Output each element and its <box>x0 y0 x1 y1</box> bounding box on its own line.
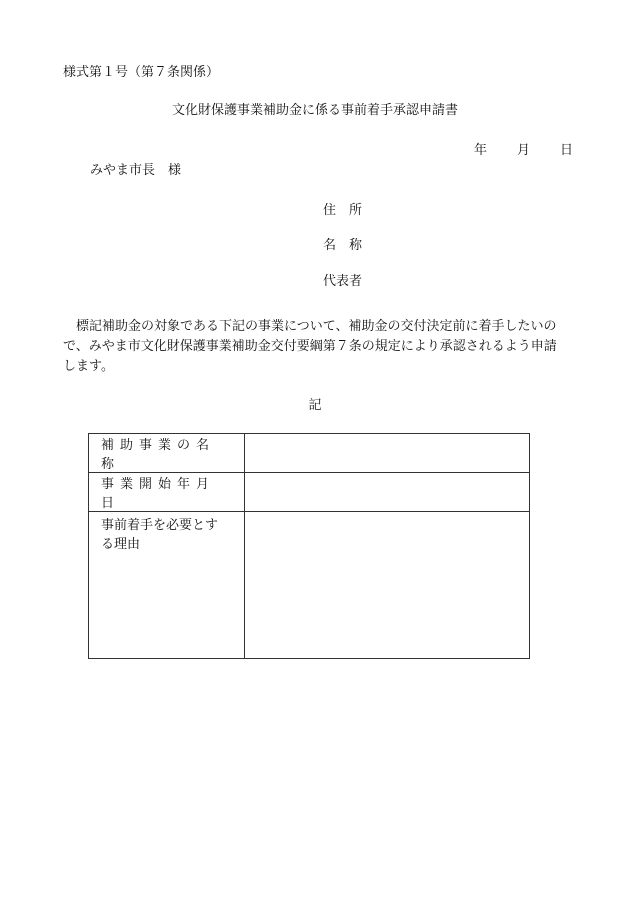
reason-label: 事前着手を必要とする理由 <box>101 518 219 552</box>
date-line <box>474 142 573 160</box>
applicant-representative-label: 代表者 <box>323 274 363 289</box>
ki-heading: 記 <box>308 398 322 413</box>
date-month: 月 <box>517 143 531 158</box>
date-year: 年 <box>474 143 488 158</box>
table-row <box>89 473 530 512</box>
form-number: 様式第１号（第７条関係） <box>63 65 220 80</box>
applicant-name-label: 名 称 <box>323 238 363 253</box>
body-paragraph: 標記補助金の対象である下記の事業について、補助金の交付決定前に着手したいので、みやま市文化財保護事業補助金交付要綱第７条の規定により承認されるよう申請します。 <box>63 319 557 374</box>
table-row <box>89 512 530 659</box>
addressee: みやま市長 様 <box>90 163 182 178</box>
table-row <box>89 434 530 473</box>
date-day: 日 <box>560 143 574 158</box>
document-title: 文化財保護事業補助金に係る事前着手承認申請書 <box>171 103 458 118</box>
project-name-label-cell <box>89 434 245 473</box>
start-date-label-cell <box>89 473 245 512</box>
application-details-table <box>88 433 530 659</box>
applicant-address-label: 住 所 <box>323 203 363 218</box>
project-name-label: 補助事業の名称 <box>101 438 216 472</box>
start-date-label: 事業開始年月日 <box>101 477 216 511</box>
project-name-value-cell[interactable] <box>245 434 530 473</box>
reason-value-cell[interactable] <box>245 512 530 659</box>
reason-label-cell <box>89 512 245 659</box>
start-date-value-cell[interactable] <box>245 473 530 512</box>
